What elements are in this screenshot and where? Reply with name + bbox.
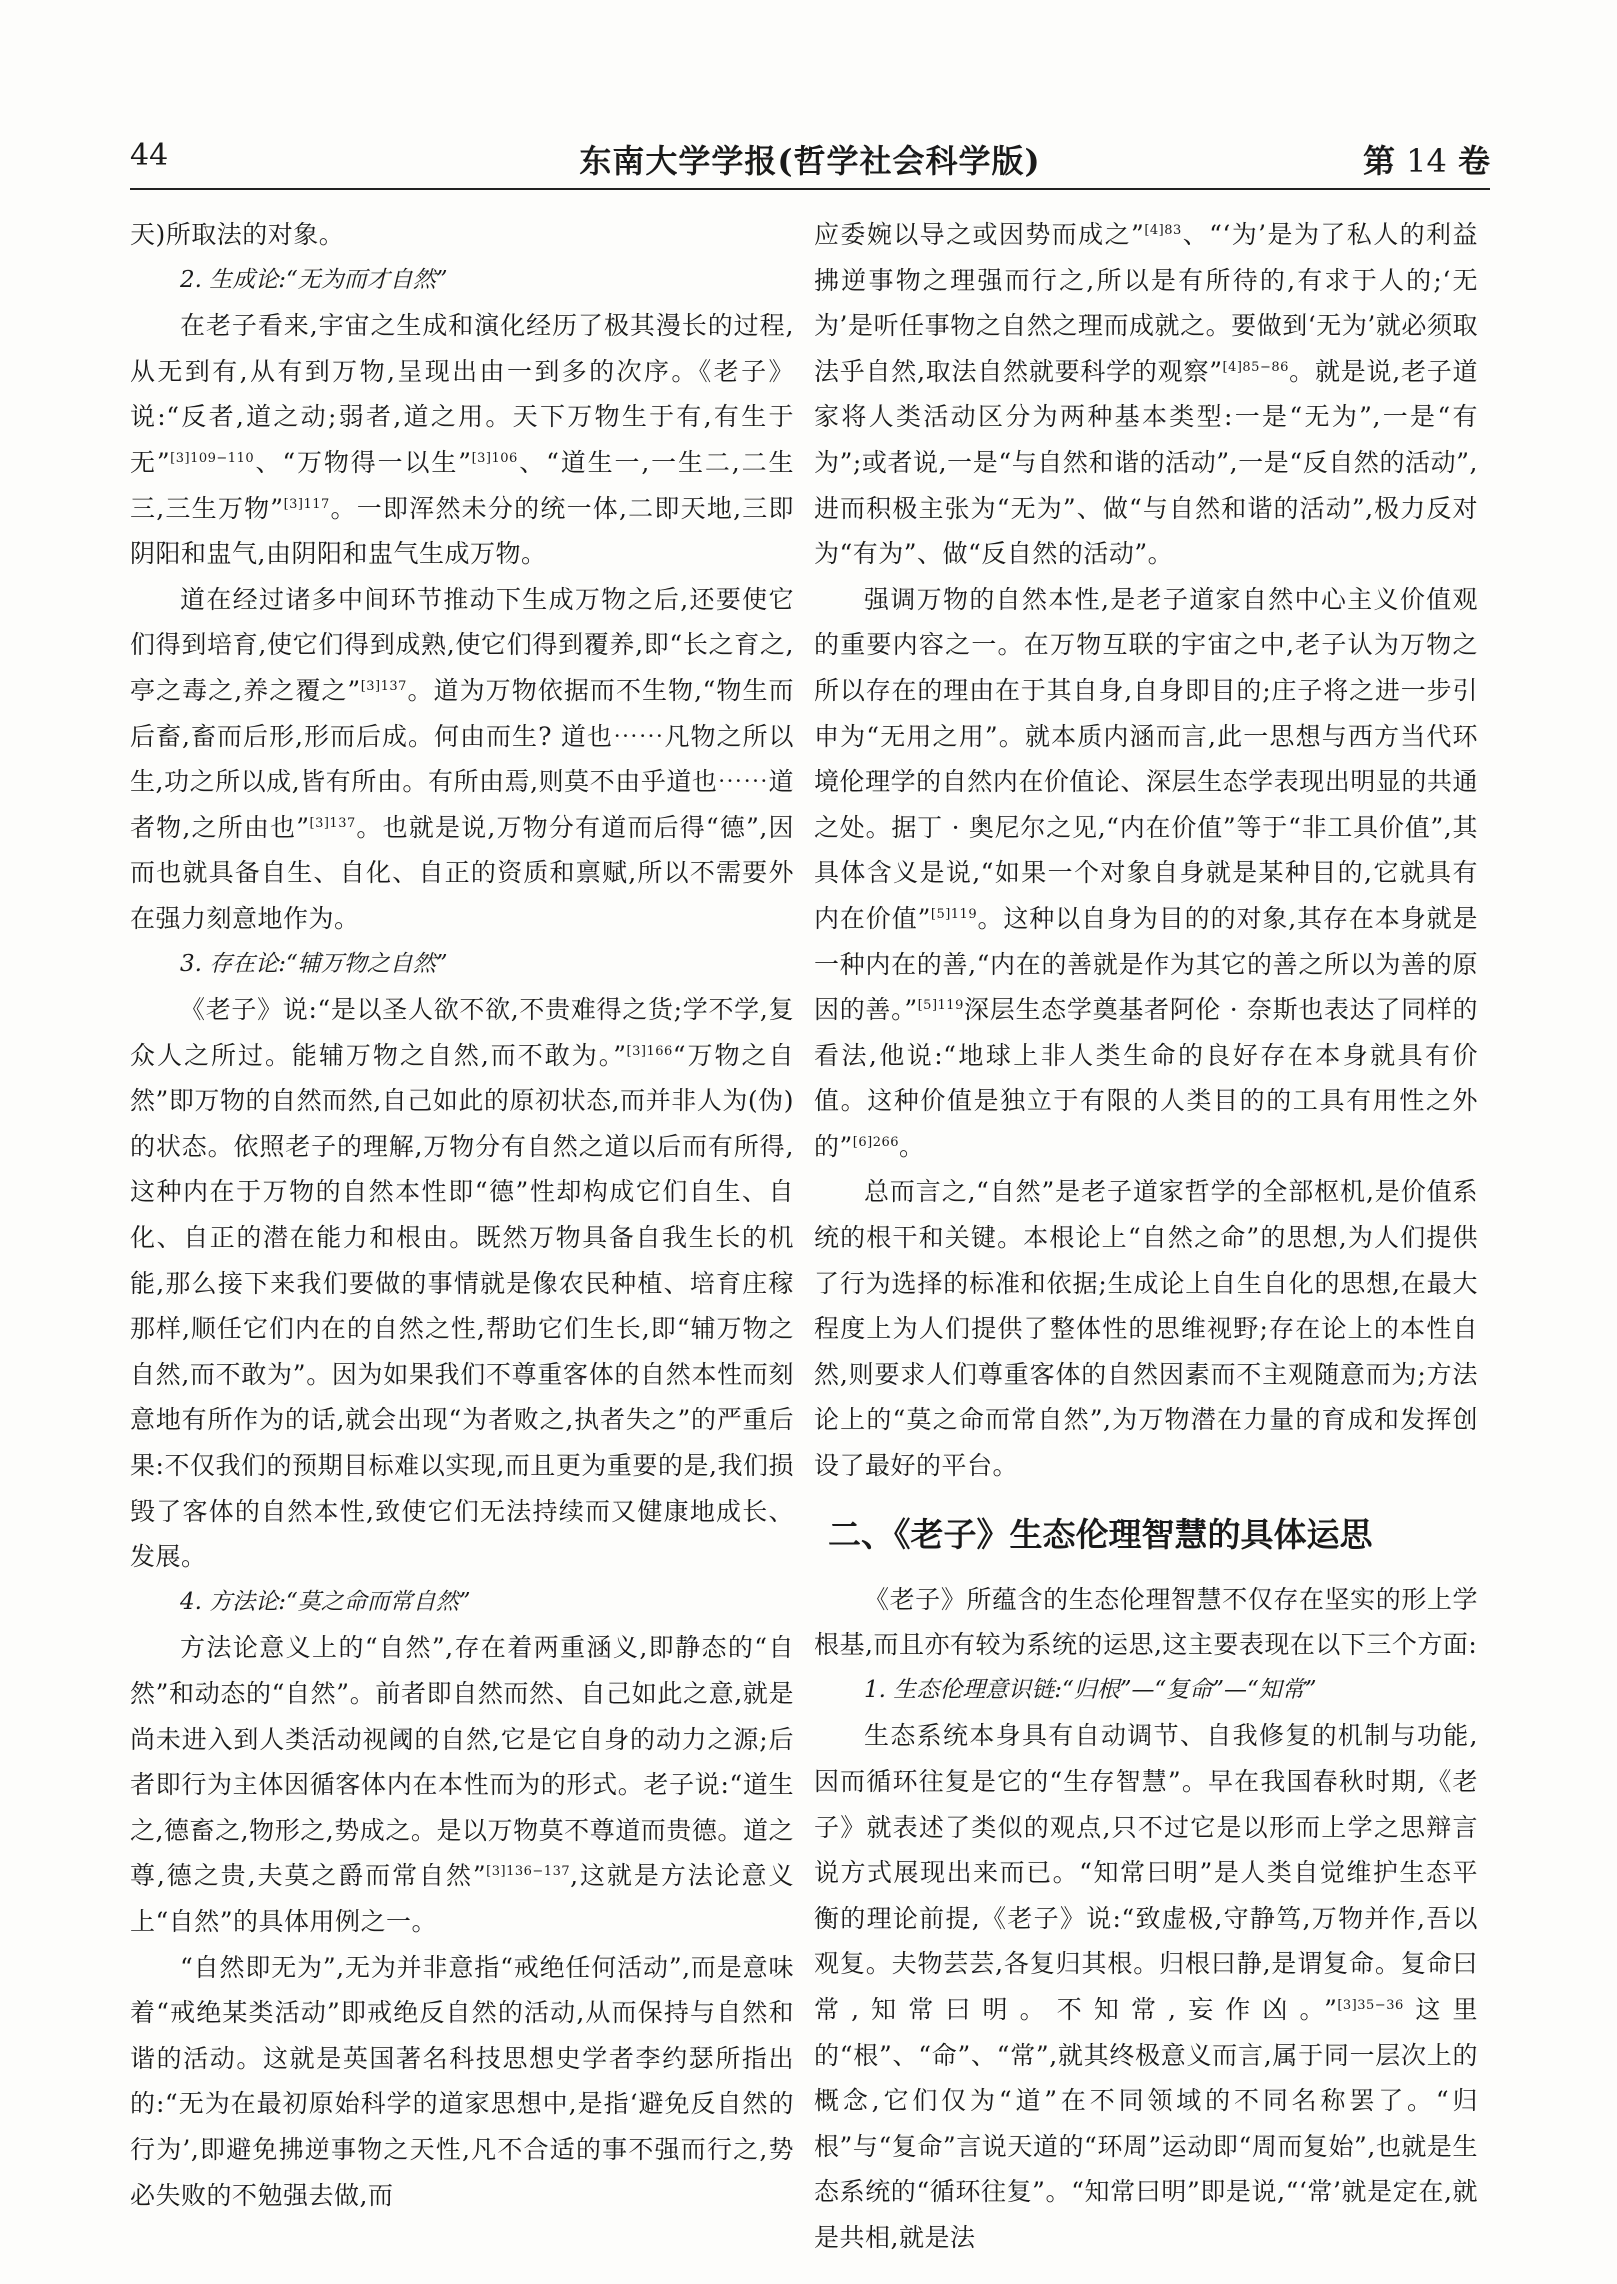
running-header — [130, 128, 1490, 190]
page-number: 44 — [130, 138, 169, 173]
subsection-heading: 3. 存在论:“辅万物之自然” — [180, 950, 448, 977]
volume-label: 第 14 卷 — [1362, 142, 1490, 180]
body-paragraph: 生态系统本身具有自动调节、自我修复的机制与功能,因而循环往复是它的“生存智慧”。早在我国春秋时期,《老子》就表述了类似的观点,只不过它是以形而上学之思辩言说方式展现出来而已。“知常曰明”是人类自觉维护生态平衡的理论前提,《老子》说:“致虚极,守静笃,万物并作,吾以观复。夫物芸芸,各复归其根。归根曰静,是谓复命。复命曰常,知常曰明。不知常,妄作凶。”$^{[3]35-36}$这里的“根”、“命”、“常”,就其终极意义而言,属于同一层次上的概念,它们仅为“道”在不同领域的不同名称罢了。“归根”与“复命”言说天道的“环周”运动即“周而复始”,也就是生态系统的“循环往复”。“知常曰明”即是说,“‘常’就是定在,就是共相,就是法 — [814, 1721, 1478, 2252]
body-paragraph: 应委婉以导之或因势而成之”$^{[4]83}$、“‘为’是为了私人的利益拂逆事物之理强而行之,所以是有所待的,有求于人的;‘无为’是听任事物之自然之理而成就之。要做到‘无为’就必须取法乎自然,取法自然就要科学的观察”$^{[4]85-86}$。就是说,老子道家将人类活动区分为两种基本类型:一是“无为”,一是“有为”;或者说,一是“与自然和谐的活动”,一是“反自然的活动”,进而积极主张为“无为”、做“与自然和谐的活动”,极力反对为“有为”、做“反自然的活动”。 — [814, 220, 1478, 569]
body-paragraph: 在老子看来,宇宙之生成和演化经历了极其漫长的过程,从无到有,从有到万物,呈现出由一到多的次序。《老子》说:“反者,道之动;弱者,道之用。天下万物生于有,有生于无”$^{[3]109-110}$、“万物得一以生”$^{[3]106}$、“道生一,一生二,二生三,三生万物”$^{[3]117}$。一即浑然未分的统一体,二即天地,三即阴阳和盅气,由阴阳和盅气生成万物。 — [130, 311, 795, 569]
body-paragraph: 道在经过诸多中间环节推动下生成万物之后,还要使它们得到培育,使它们得到成熟,使它们得到覆养,即“长之育之,亭之毒之,养之覆之”$^{[3]137}$。道为万物依据而不生物,“物生而后畜,畜而后形,形而后成。何由而生? 道也⋯⋯凡物之所以生,功之所以成,皆有所由。有所由焉,则莫不由乎道也⋯⋯道者物,之所由也”$^{[3]137}$。也就是说,万物分有道而后得“德”,因而也就具备自生、自化、自正的资质和禀赋,所以不需要外在强力刻意地作为。 — [130, 584, 794, 933]
body-paragraph: 总而言之,“自然”是老子道家哲学的全部枢机,是价值系统的根干和关键。本根论上“自然之命”的思想,为人们提供了行为选择的标准和依据;生成论上自生自化的思想,在最大程度上为人们提供了整体性的思维视野;存在论上的本性自然,则要求人们尊重客体的自然因素而不主观随意而为;方法论上的“莫之命而常自然”,为万物潜在力量的育成和发挥创设了最好的平台。 — [814, 1177, 1478, 1481]
body-paragraph: 天)所取法的对象。 — [130, 220, 345, 249]
left-column — [130, 212, 794, 2218]
body-paragraph: 强调万物的自然本性,是老子道家自然中心主义价值观的重要内容之一。在万物互联的宇宙之中,老子认为万物之所以存在的理由在于其自身,自身即目的;庄子将之进一步引申为“无用之用”。就本质内涵而言,此一思想与西方当代环境伦理学的自然内在价值论、深层生态学表现出明显的共通之处。据丁 · 奥尼尔之见,“内在价值”等于“非工具价值”,其具体含义是说,“如果一个对象自身就是某种目的,它就具有内在价值”$^{[5]119}$。这种以自身为目的的对象,其存在本身就是一种内在的善,“内在的善就是作为其它的善之所以为善的原因的善。”$^{[5]119}$深层生态学奠基者阿伦 · 奈斯也表达了同样的看法,他说:“地球上非人类生命的良好存在本身就具有价值。这种价值是独立于有限的人类目的的工具有用性之外的”$^{[6]266}$。 — [814, 584, 1479, 1161]
section-heading: 二、《老子》生态伦理智慧的具体运思 — [828, 1514, 1373, 1554]
body-paragraph: “自然即无为”,无为并非意指“戒绝任何活动”,而是意味着“戒绝某类活动”即戒绝反自然的活动,从而保持与自然和谐的活动。这就是英国著名科技思想史学者李约瑟所指出的:“无为在最初原始科学的道家思想中,是指‘避免反自然的行为’,即避免拂逆事物之天性,凡不合适的事不强而行之,势必失败的不勉强去做,而 — [130, 1952, 794, 2210]
subsection-heading: 4. 方法论:“莫之命而常自然” — [180, 1588, 471, 1615]
body-paragraph: 方法论意义上的“自然”,存在着两重涵义,即静态的“自然”和动态的“自然”。前者即自然而然、自己如此之意,就是尚未进入到人类活动视阈的自然,它是它自身的动力之源;后者即行为主体因循客体内在本性而为的形式。老子说:“道生之,德畜之,物形之,势成之。是以万物莫不尊道而贵德。道之尊,德之贵,夫莫之爵而常自然”$^{[3]136-137}$,这就是方法论意义上“自然”的具体用例之一。 — [130, 1633, 794, 1936]
subsection-heading: 2. 生成论:“无为而才自然” — [180, 266, 448, 293]
body-paragraph: 《老子》说:“是以圣人欲不欲,不贵难得之货;学不学,复众人之所过。能辅万物之自然,而不敢为。”$^{[3]166}$“万物之自然”即万物的自然而然,自己如此的原初状态,而并非人为(伪)的状态。依照老子的理解,万物分有自然之道以后而有所得,这种内在于万物的自然本性即“德”性却构成它们自生、自化、自正的潜在能力和根由。既然万物具备自我生长的机能,那么接下来我们要做的事情就是像农民种植、培育庄稼那样,顺任它们内在的自然之性,帮助它们生长,即“辅万物之自然,而不敢为”。因为如果我们不尊重客体的自然本性而刻意地有所作为的话,就会出现“为者败之,执者失之”的严重后果:不仅我们的预期目标难以实现,而且更为重要的是,我们损毁了客体的自然本性,致使它们无法持续而又健康地成长、发展。 — [130, 995, 795, 1572]
body-paragraph: 《老子》所蕴含的生态伦理智慧不仅存在坚实的形上学根基,而且亦有较为系统的运思,这主要表现在以下三个方面: — [814, 1584, 1478, 1660]
journal-title: 东南大学学报(哲学社会科学版) — [579, 142, 1041, 180]
subsection-heading: 1. 生态伦理意识链:“归根”—“复命”—“知常” — [864, 1676, 1317, 1703]
right-column — [814, 212, 1478, 2261]
